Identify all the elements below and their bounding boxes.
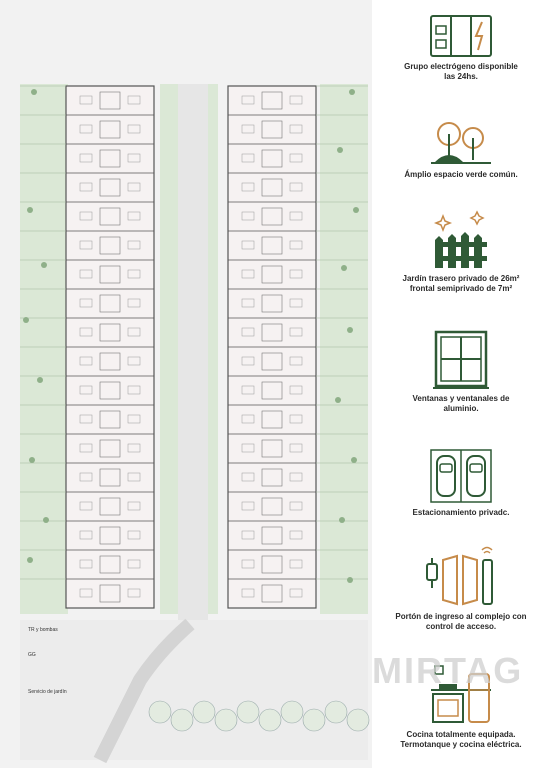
tree <box>325 701 347 723</box>
shrub <box>27 207 33 213</box>
shrub <box>335 397 341 403</box>
shrub <box>41 262 47 268</box>
shrub <box>37 377 43 383</box>
shrub <box>29 457 35 463</box>
tree <box>281 701 303 723</box>
shrub <box>337 147 343 153</box>
generator-icon <box>429 14 493 58</box>
feature-garden-caption: Jardín trasero privado de 26m² frontal semiprivado de 7m² <box>402 274 520 293</box>
feature-kitchen-caption: Cocina totalmente equipada. Termotanque y cocina eléctrica. <box>400 730 522 749</box>
tree <box>237 701 259 723</box>
shrub <box>347 577 353 583</box>
gate-icon <box>421 542 501 608</box>
shrub <box>351 457 357 463</box>
cars-icon <box>429 448 493 504</box>
feature-parking-caption: Estacionamiento privadc. <box>412 508 510 517</box>
shrub <box>339 517 345 523</box>
shrub <box>353 207 359 213</box>
garden-service-label: Servicio de jardín <box>28 689 67 695</box>
feature-generator <box>372 14 550 82</box>
tree <box>215 709 237 731</box>
shrub <box>341 265 347 271</box>
tree <box>171 709 193 731</box>
watermark: MIRTAG <box>372 650 524 691</box>
feature-windows-caption: Ventanas y ventanales de aluminio. <box>412 394 510 413</box>
feature-windows <box>372 330 550 414</box>
tree <box>303 709 325 731</box>
fence-icon <box>429 210 493 270</box>
feature-green-space-caption: Ámplio espacio verde común. <box>404 170 518 179</box>
feature-generator-caption: Grupo electrógeno disponible las 24hs. <box>404 62 518 81</box>
tree <box>149 701 171 723</box>
feature-gate <box>372 542 550 632</box>
feature-garden <box>372 210 550 294</box>
tree <box>193 701 215 723</box>
shrub <box>27 557 33 563</box>
shrub <box>23 317 29 323</box>
feature-parking <box>372 448 550 518</box>
trees-icon <box>429 120 493 166</box>
feature-green-space <box>372 120 550 180</box>
shrub <box>43 517 49 523</box>
shrub <box>31 89 37 95</box>
shrub <box>349 89 355 95</box>
pump-room-label: TR y bombas <box>28 627 58 633</box>
shrub <box>347 327 353 333</box>
tree <box>259 709 281 731</box>
feature-gate-caption: Portón de ingreso al complejo con control de acceso. <box>395 612 527 631</box>
generator-label: GG <box>28 652 36 658</box>
window-icon <box>431 330 491 390</box>
tree <box>347 709 369 731</box>
